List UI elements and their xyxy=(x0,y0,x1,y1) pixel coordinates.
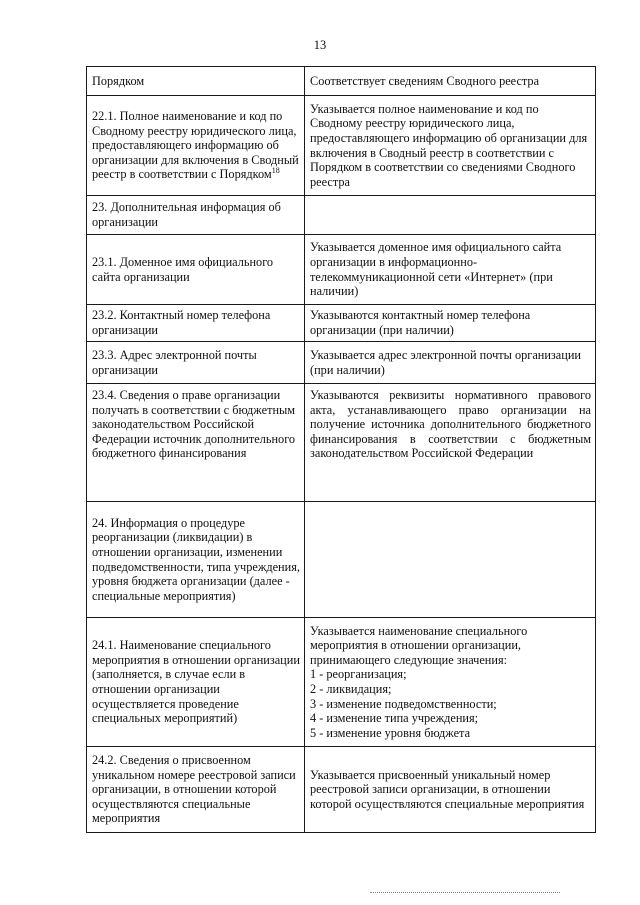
requirements-table xyxy=(86,66,596,833)
row-24-left: 24. Информация о процедуре реорганизации (ликвидации) в отношении организации, изменении подведомственности, типа учреждения, уровня бюджета организации (далее - специальные мероприятия) xyxy=(87,502,305,618)
table-row xyxy=(87,235,596,305)
table-row xyxy=(87,96,596,196)
table-row xyxy=(87,305,596,342)
row-24-right xyxy=(305,502,596,618)
row-23-left: 23. Дополнительная информация об организации xyxy=(87,196,305,235)
page-number: 13 xyxy=(313,38,327,52)
page-bottom-rule xyxy=(370,892,560,893)
row-24-2-right: Указывается присвоенный уникальный номер реестровой записи организации, в отношении которой осуществляются специальные мероприятия xyxy=(305,747,596,833)
table-row xyxy=(87,342,596,384)
row-22-1-left xyxy=(87,96,305,196)
row-23-1-left: 23.1. Доменное имя официального сайта организации xyxy=(87,235,305,305)
header-cell-registry: Соответствует сведениям Сводного реестра xyxy=(305,67,596,96)
special-measure-value: 3 - изменение подведомственности; xyxy=(310,696,497,711)
row-23-3-right: Указывается адрес электронной почты организации (при наличии) xyxy=(305,342,596,384)
table-header-row xyxy=(87,67,596,96)
table-row xyxy=(87,384,596,502)
special-measure-value: 5 - изменение уровня бюджета xyxy=(310,725,471,740)
row-23-2-right: Указываются контактный номер телефона организации (при наличии) xyxy=(305,305,596,342)
row-24-1-right xyxy=(305,618,596,747)
row-23-3-left: 23.3. Адрес электронной почты организации xyxy=(87,342,305,384)
row-23-2-left: 23.2. Контактный номер телефона организации xyxy=(87,305,305,342)
row-24-2-left: 24.2. Сведения о присвоенном уникальном номере реестровой записи организации, в отношении которой осуществляются специальные мероприятия xyxy=(87,747,305,833)
special-measure-value: 1 - реорганизация; xyxy=(310,667,407,682)
footnote-marker: 18 xyxy=(271,166,280,176)
row-23-4-left: 23.4. Сведения о праве организации получать в соответствии с бюджетным законодательством Российской Федерации источник дополнительного бюджетного финансирования xyxy=(87,384,305,502)
row-23-right xyxy=(305,196,596,235)
row-23-4-right: Указываются реквизиты нормативного правового акта, устанавливающего право организации на получение источника дополнительного бюджетного финансирования в соответствии с бюджетным законодательством Российской Федерации xyxy=(305,384,596,502)
row-24-1-left: 24.1. Наименование специального мероприятия в отношении организации (заполняется, в случае если в отношении организации осуществляется проведение специальных мероприятий) xyxy=(87,618,305,747)
header-cell-procedure: Порядком xyxy=(87,67,305,96)
row-22-1-left-text: 22.1. Полное наименование и код по Сводному реестру юридического лица, предоставляющего информацию об организации для включения в Сводный реестр в соответствии с Порядком xyxy=(92,109,299,182)
special-measure-value: 2 - ликвидация; xyxy=(310,682,392,696)
row-23-1-right: Указывается доменное имя официального сайта организации в информационно-телекоммуникационной сети «Интернет» (при наличии) xyxy=(305,235,596,305)
table-row xyxy=(87,196,596,235)
special-measure-value: 4 - изменение типа учреждения; xyxy=(310,711,479,726)
row-22-1-right: Указывается полное наименование и код по Сводному реестру юридического лица, предоставляющего информацию об организации для включения в Сводный реестр в соответствии с Порядком в соответствии со сведениями Сводного реестра xyxy=(305,96,596,196)
special-measure-intro: Указывается наименование специального мероприятия в отношении организации, принимающего следующие значения: xyxy=(310,623,528,667)
table-row xyxy=(87,747,596,833)
table-row xyxy=(87,502,596,618)
table-row xyxy=(87,618,596,747)
